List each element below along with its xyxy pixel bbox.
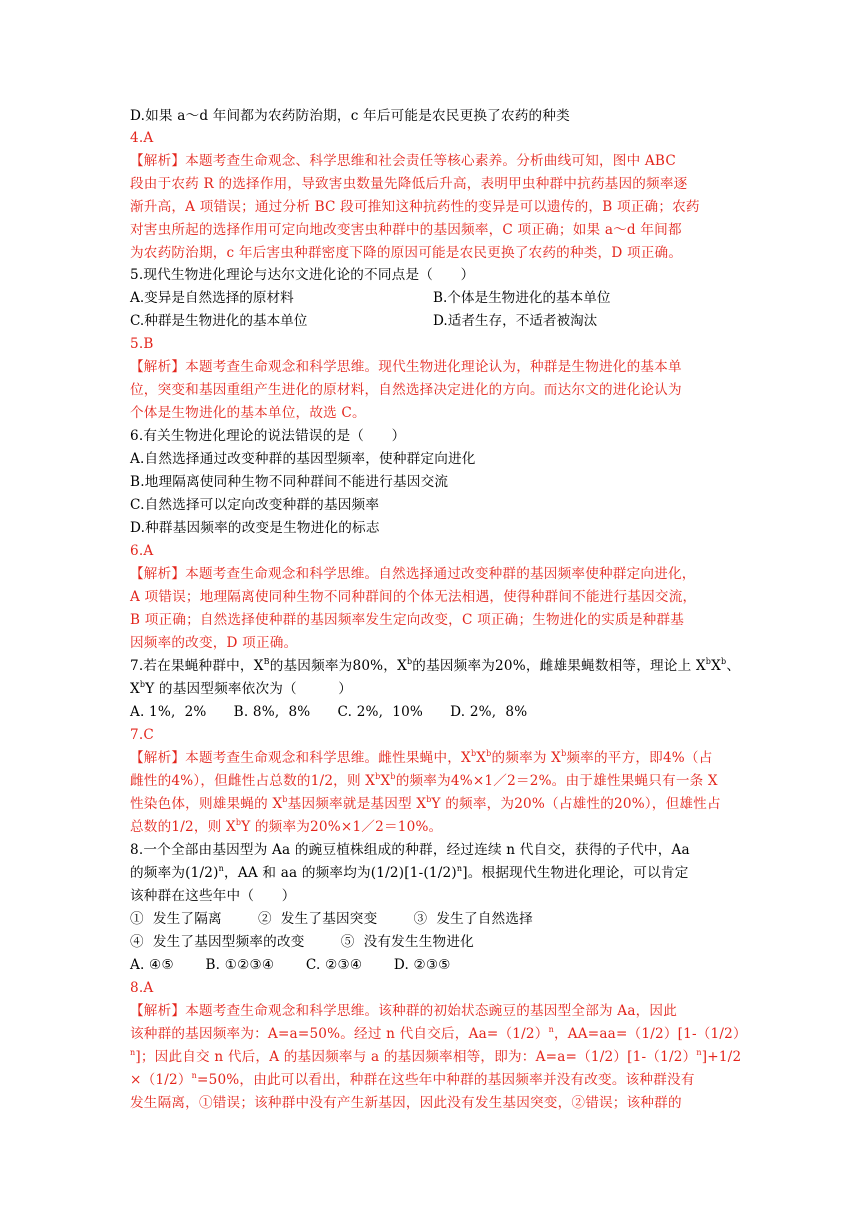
q6-option-a: A.自然选择通过改变种群的基因型频率，使种群定向进化: [130, 451, 476, 467]
q8-analysis-line: 【解析】本题考查生命观念和科学思维。该种群的初始状态豌豆的基因型全部为 Aa，因此: [130, 1003, 678, 1019]
q7-analysis-line: 性染色体，则雄果蝇的 $X^b$基因频率就是基因型 $X^bY$ 的频率，为20%（占雄性的20%），但雄性占: [130, 795, 721, 812]
q8-question-line: 的频率为$(1/2)^n$，AA 和 aa 的频率均为$(1/2)[1-(1/2)^n]$。根据现代生物进化理论，可以肯定: [130, 864, 689, 881]
q8-analysis-line: $\times(1/2)^n=50\%$，由此可以看出，种群在这些年中种群的基因频率并没有改变。该种群没有: [130, 1071, 695, 1088]
q4-answer: 4.A: [130, 130, 154, 146]
q8-analysis-line: 该种群的基因频率为：A=a=50%。经过 n 代自交后，$Aa=(1/2)^n$，AA=aa=（1/2）[1-（1/2）: [130, 1025, 747, 1042]
q4-analysis-line: 【解析】本题考查生命观念、科学思维和社会责任等核心素养。分析曲线可知，图中 ABC: [130, 153, 676, 169]
q6-option-c: C.自然选择可以定向改变种群的基因频率: [130, 497, 380, 513]
q5-analysis-line: 位，突变和基因重组产生进化的原材料，自然选择决定进化的方向。而达尔文的进化论认为: [130, 382, 682, 398]
q7-analysis-line: 总数的1/2，则 $X^bY$ 的频率为20%×1／2＝10%。: [130, 818, 443, 835]
q8-question-line: 该种群在这些年中（ ）: [130, 888, 296, 904]
q7-question-line2: $X^bY$ 的基因型频率依次为（ ）: [130, 680, 353, 697]
q3-option-d: D.如果 a～d 年间都为农药防治期，c 年后可能是农民更换了农药的种类: [130, 108, 570, 124]
q7-options: A. 1%, 2% B. 8%, 8% C. 2%, 10% D. 2%, 8%: [130, 704, 528, 720]
q6-option-d: D.种群基因频率的改变是生物进化的标志: [130, 520, 380, 536]
q8-options: A. ④⑤ B. ①②③④ C. ②③④ D. ②③⑤: [130, 957, 451, 973]
q7-analysis-line: 【解析】本题考查生命观念和科学思维。雌性果蝇中，$X^bX^b$的频率为 $X^b$频率的平方，即4%（占: [130, 749, 713, 766]
q6-answer: 6.A: [130, 543, 154, 559]
q6-analysis-line: B 项正确；自然选择使种群的基因频率发生定向改变，C 项正确；生物进化的实质是种群基: [130, 612, 684, 628]
q7-answer: 7.C: [130, 727, 154, 743]
q4-analysis-line: 段由于农药 R 的选择作用，导致害虫数量先降低后升高，表明甲虫种群中抗药基因的频率逐: [130, 176, 688, 192]
q7-analysis-line: 雌性的4%），但雌性占总数的1/2，则 $X^bX^b$的频率为4%×1／2＝2%。由于雄性果蝇只有一条 X: [130, 772, 718, 789]
q5-option-d: D.适者生存，不适者被淘汰: [433, 313, 598, 329]
q6-analysis-line: 【解析】本题考查生命观念和科学思维。自然选择通过改变种群的基因频率使种群定向进化，: [130, 566, 696, 582]
q5-question: 5.现代生物进化理论与达尔文进化论的不同点是（ ）: [130, 267, 475, 283]
q8-analysis-line: $^n$]；因此自交 n 代后，A 的基因频率与 a 的基因频率相等，即为：$A=a=(1/2)[1-(1/2)^n]+1/2$: [130, 1048, 742, 1065]
q7-question-line1: 7.若在果蝇种群中，$X^B$的基因频率为80%，$X^b$的基因频率为20%，雌雄果蝇数相等，理论上 $X^bX^b$、: [130, 657, 741, 674]
q4-analysis-line: 渐升高，A 项错误；通过分析 BC 段可推知这种抗药性的变异是可以遗传的，B 项正确；农药: [130, 199, 700, 215]
q8-analysis-line: 发生隔离，①错误；该种群中没有产生新基因，因此没有发生基因突变，②错误；该种群的: [130, 1095, 682, 1111]
q8-statements-row2: ④ 发生了基因型频率的改变 ⑤ 没有发生生物进化: [130, 934, 474, 950]
q5-option-a: A.变异是自然选择的原材料: [130, 290, 294, 306]
q6-analysis-line: 因频率的改变，D 项正确。: [130, 635, 298, 651]
q4-analysis-line: 对害虫所起的选择作用可定向地改变害虫种群中的基因频率，C 项正确；如果 a～d 年间都: [130, 222, 682, 238]
q6-option-b: B.地理隔离使同种生物不同种群间不能进行基因交流: [130, 474, 449, 490]
q5-analysis-line: 个体是生物进化的基本单位，故选 C。: [130, 405, 366, 421]
q5-answer: 5.B: [130, 336, 154, 352]
q6-question: 6.有关生物进化理论的说法错误的是（ ）: [130, 428, 406, 444]
q5-option-c: C.种群是生物进化的基本单位: [130, 313, 308, 329]
q6-analysis-line: A 项错误；地理隔离使同种生物不同种群间的个体无法相遇，使得种群间不能进行基因交流，: [130, 589, 697, 605]
q5-option-b: B.个体是生物进化的基本单位: [433, 290, 611, 306]
q8-question-line: 8.一个全部由基因型为 Aa 的豌豆植株组成的种群，经过连续 n 代自交，获得的子代中，Aa: [130, 842, 690, 858]
q4-analysis-line: 为农药防治期，c 年后害虫种群密度下降的原因可能是农民更换了农药的种类，D 项正确。: [130, 245, 683, 261]
q8-statements-row1: ① 发生了隔离 ② 发生了基因突变 ③ 发生了自然选择: [130, 911, 533, 927]
q8-answer: 8.A: [130, 980, 154, 996]
q5-analysis-line: 【解析】本题考查生命观念和科学思维。现代生物进化理论认为，种群是生物进化的基本单: [130, 359, 682, 375]
